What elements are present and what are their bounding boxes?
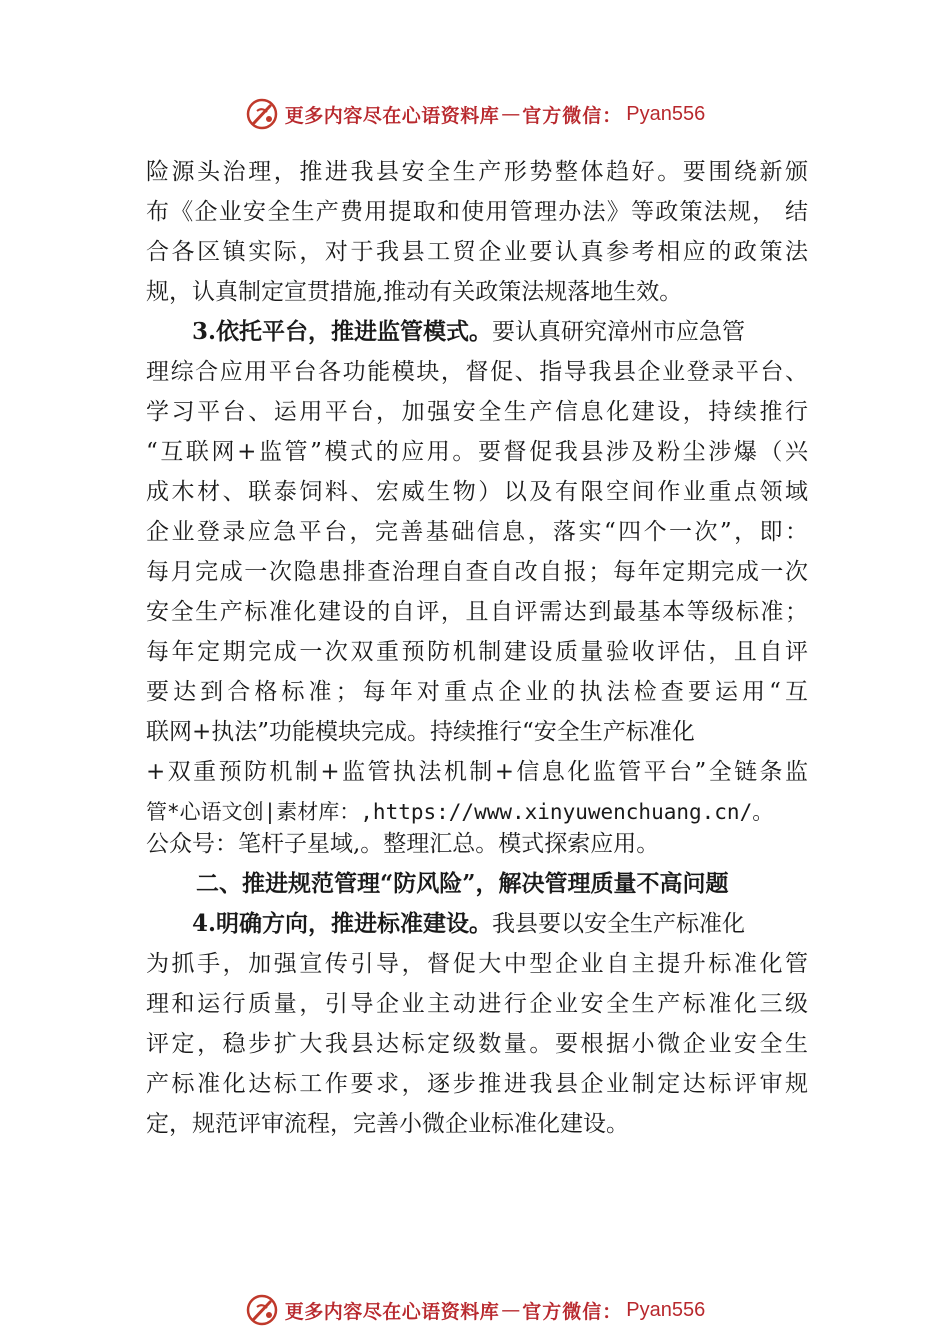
text-line: 公众号：笔杆子星域,。整理汇总。模式探索应用。 xyxy=(146,831,660,857)
document-body xyxy=(146,152,808,1144)
section-3-first-line xyxy=(146,312,808,352)
text-span: 要认真研究漳州市应急管 xyxy=(492,319,746,345)
banner-wechat-id: Pyan556 xyxy=(626,1298,706,1321)
text-line: 学习平台、运用平台，加强安全生产信息化建设，持续推行 xyxy=(146,399,808,425)
text-line: 理和运行质量，引导企业主动进行企业安全生产标准化三级 xyxy=(146,991,808,1017)
text-line: 每年定期完成一次双重预防机制建设质量验收评估，且自评 xyxy=(146,639,808,665)
text-line: 产标准化达标工作要求，逐步推进我县企业制定达标评审规 xyxy=(146,1071,808,1097)
banner-wechat-label: 官方微信： xyxy=(522,104,623,127)
banner-text: 更多内容尽在心语资料库 xyxy=(284,1300,500,1323)
banner-text: 更多内容尽在心语资料库 xyxy=(284,104,500,127)
text-line: 定，规范评审流程，完善小微企业标准化建设。 xyxy=(146,1111,629,1137)
text-line: 安全生产标准化建设的自评，且自评需达到最基本等级标准； xyxy=(146,599,808,625)
banner-separator: — xyxy=(501,1299,521,1321)
header-banner xyxy=(0,94,950,134)
section-4-first-line xyxy=(146,904,808,944)
text-line: 每月完成一次隐患排查治理自查自改自报；每年定期完成一次 xyxy=(146,559,808,585)
text-line: 评定，稳步扩大我县达标定级数量。要根据小微企业安全生 xyxy=(146,1031,808,1057)
section-heading-2: 二、推进规范管理“防风险”，解决管理质量不高问题 xyxy=(196,870,729,897)
text-line: 联网+执法”功能模块完成。持续推行“安全生产标准化 xyxy=(146,719,695,745)
footer-banner xyxy=(0,1290,950,1330)
pen-logo-icon xyxy=(245,1293,279,1327)
banner-wechat-label: 官方微信： xyxy=(522,1300,623,1323)
banner-separator: — xyxy=(501,103,521,125)
banner-wechat-id: Pyan556 xyxy=(626,102,706,125)
text-line: 成木材、联泰饲料、宏威生物）以及有限空间作业重点领域 xyxy=(146,479,808,505)
text-line: 布《企业安全生产费用提取和使用管理办法》等政策法规， 结 xyxy=(146,199,808,225)
text-line: 合各区镇实际，对于我县工贸企业要认真参考相应的政策法 xyxy=(146,239,808,265)
text-line: “互联网+监管”模式的应用。要督促我县涉及粉尘涉爆（兴 xyxy=(146,439,808,465)
text-line: 理综合应用平台各功能模块，督促、指导我县企业登录平台、 xyxy=(146,359,808,385)
text-line: 要达到合格标准；每年对重点企业的执法检查要运用“互 xyxy=(146,679,808,705)
text-line: 企业登录应急平台，完善基础信息，落实“四个一次”，即： xyxy=(146,519,808,545)
pen-logo-icon xyxy=(245,97,279,131)
section-4-title: 4.明确方向，推进标准建设。 xyxy=(192,910,493,937)
section-3-title: 3.依托平台，推进监管模式。 xyxy=(192,318,493,345)
text-span: 我县要以安全生产标准化 xyxy=(492,911,746,937)
text-line: +双重预防机制+监管执法机制+信息化监管平台”全链条监 xyxy=(146,759,808,785)
text-line: 为抓手，加强宣传引导，督促大中型企业自主提升标准化管 xyxy=(146,951,808,977)
text-line: 险源头治理，推进我县安全生产形势整体趋好。要围绕新颁 xyxy=(146,159,808,185)
text-line: 规，认真制定宣贯措施,推动有关政策法规落地生效。 xyxy=(146,279,683,305)
url-line: 管*心语文创|素材库：,https://www.xinyuwenchuang.cn/。 xyxy=(146,800,774,824)
